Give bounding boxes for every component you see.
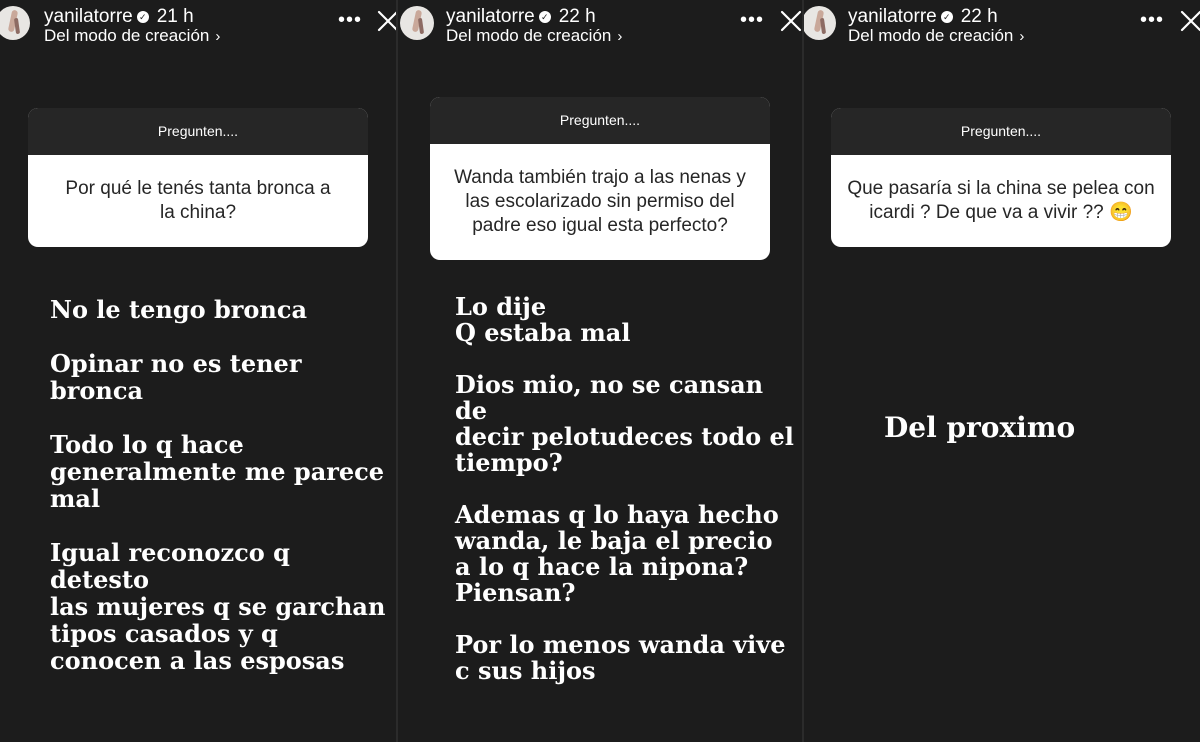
post-time: 21 h bbox=[156, 6, 194, 27]
avatar[interactable] bbox=[0, 6, 30, 40]
creation-mode-link[interactable] bbox=[44, 26, 220, 46]
creation-mode-link[interactable] bbox=[848, 26, 1024, 46]
answer-paragraph: Dios mio, no se cansan de decir pelotudeces todo el tiempo? bbox=[455, 370, 794, 477]
answer-paragraph: Opinar no es tener bronca bbox=[50, 349, 302, 405]
subtitle: Del modo de creación bbox=[848, 26, 1014, 45]
subtitle: Del modo de creación bbox=[44, 26, 210, 45]
close-icon[interactable] bbox=[377, 10, 396, 32]
story-header bbox=[398, 0, 802, 48]
username[interactable]: yanilatorre bbox=[446, 6, 535, 27]
subtitle: Del modo de creación bbox=[446, 26, 612, 45]
answer-paragraph: Igual reconozco q detesto las mujeres q se garchan tipos casados y q conocen a las esposas bbox=[50, 538, 386, 675]
question-text: Wanda también trajo a las nenas y las escolarizado sin permiso del padre eso igual esta perfecto? bbox=[454, 167, 746, 236]
chevron-right-icon: › bbox=[215, 28, 221, 45]
username[interactable]: yanilatorre bbox=[44, 6, 133, 27]
answer-paragraph: Del proximo bbox=[884, 411, 1076, 444]
username[interactable]: yanilatorre bbox=[848, 6, 937, 27]
answer-paragraph: Todo lo q hace generalmente me parece mal bbox=[50, 430, 385, 513]
question-header: Pregunten.... bbox=[430, 97, 770, 144]
story-header bbox=[804, 0, 1200, 48]
question-card bbox=[831, 108, 1171, 247]
chevron-right-icon: › bbox=[1019, 28, 1025, 45]
post-time: 22 h bbox=[960, 6, 998, 27]
verified-badge-icon: ✓ bbox=[539, 11, 551, 23]
story-panel-2 bbox=[398, 0, 802, 742]
username-line[interactable] bbox=[446, 6, 596, 28]
answer-text bbox=[50, 296, 390, 701]
more-options-icon[interactable]: ••• bbox=[1140, 9, 1165, 31]
story-panel-3 bbox=[804, 0, 1200, 742]
story-header bbox=[0, 0, 396, 48]
close-icon[interactable] bbox=[1180, 10, 1200, 32]
question-header: Pregunten.... bbox=[28, 108, 368, 155]
chevron-right-icon: › bbox=[617, 28, 623, 45]
verified-badge-icon: ✓ bbox=[941, 11, 953, 23]
post-time: 22 h bbox=[558, 6, 596, 27]
username-line[interactable] bbox=[848, 6, 998, 28]
question-text: Que pasaría si la china se pelea con icardi ? De que va a vivir ?? 😁 bbox=[847, 178, 1155, 223]
more-options-icon[interactable]: ••• bbox=[338, 9, 363, 31]
close-icon[interactable] bbox=[780, 10, 802, 32]
avatar[interactable] bbox=[400, 6, 434, 40]
avatar[interactable] bbox=[804, 6, 836, 40]
answer-text bbox=[455, 294, 795, 710]
question-header: Pregunten.... bbox=[831, 108, 1171, 155]
answer-paragraph: Ademas q lo haya hecho wanda, le baja el precio a lo q hace la nipona? Piensan? bbox=[455, 500, 779, 607]
verified-badge-icon: ✓ bbox=[137, 11, 149, 23]
question-card bbox=[430, 97, 770, 260]
answer-paragraph: Lo dije Q estaba mal bbox=[455, 292, 631, 347]
story-panel-1 bbox=[0, 0, 396, 742]
question-card bbox=[28, 108, 368, 247]
answer-paragraph: No le tengo bronca bbox=[50, 295, 308, 324]
more-options-icon[interactable]: ••• bbox=[740, 9, 765, 31]
username-line[interactable] bbox=[44, 6, 194, 28]
answer-paragraph: Por lo menos wanda vive c sus hijos bbox=[455, 630, 786, 685]
creation-mode-link[interactable] bbox=[446, 26, 622, 46]
answer-text bbox=[884, 411, 1184, 468]
question-text: Por qué le tenés tanta bronca a la china? bbox=[65, 178, 331, 223]
